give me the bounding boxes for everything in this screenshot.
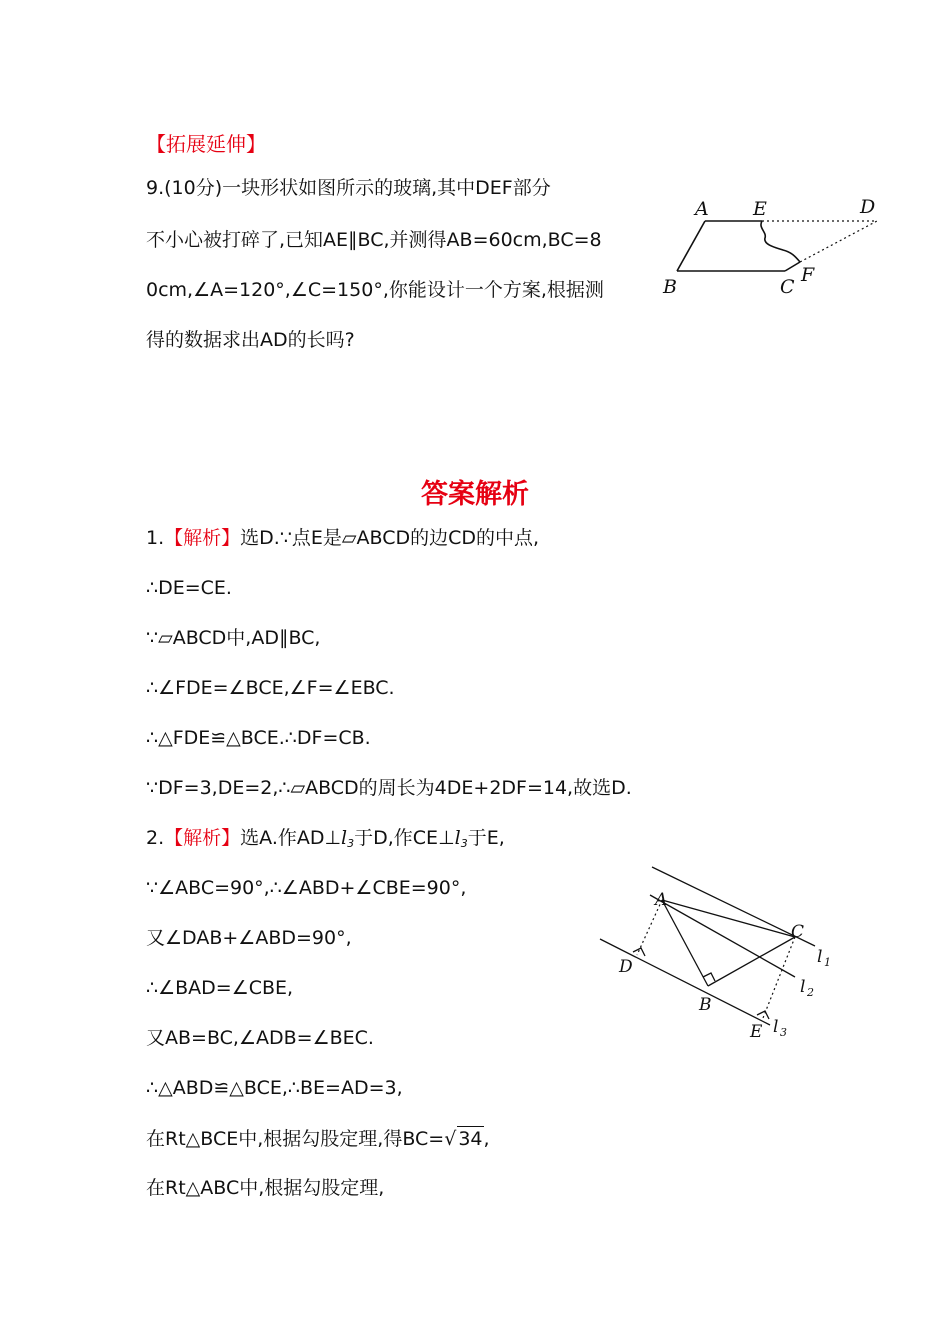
answer2-tag: 【解析】 <box>164 827 241 849</box>
segment-ab <box>677 221 705 271</box>
answer2-line-1 <box>146 826 505 856</box>
glass-figure <box>655 190 885 305</box>
segment-ac <box>662 900 795 937</box>
answer1-line-2: ∴DE=CE. <box>146 577 232 599</box>
answer2-line-8: 在Rt△ABC中,根据勾股定理, <box>146 1177 385 1199</box>
answer2-line-3: 又∠DAB+∠ABD=90°, <box>146 927 352 949</box>
label2-l1-sub: 1 <box>824 956 831 969</box>
broken-edge <box>761 221 800 262</box>
label2-b: B <box>699 995 712 1015</box>
line-l3-symbol-2: l <box>454 827 461 849</box>
label2-l3: l <box>773 1017 779 1037</box>
rt1-comma: , <box>483 1128 490 1150</box>
label2-d: D <box>619 957 633 977</box>
rt1-text: 在Rt△BCE中,根据勾股定理,得BC= <box>146 1128 445 1150</box>
answer2-number: 2. <box>146 827 165 849</box>
label-a: A <box>695 198 709 220</box>
label2-l2-sub: 2 <box>807 986 814 999</box>
line-l2 <box>650 895 795 977</box>
answer1-tag: 【解析】 <box>164 527 241 549</box>
answer2-line-5: 又AB=BC,∠ADB=∠BEC. <box>146 1027 374 1049</box>
label2-e: E <box>750 1022 763 1042</box>
answer1-text: 选D.∵点E是▱ABCD的边CD的中点, <box>240 527 540 549</box>
label-b: B <box>663 276 677 298</box>
answer2-line-4: ∴∠BAD=∠CBE, <box>146 977 294 999</box>
answer1-line-4: ∴∠FDE=∠BCE,∠F=∠EBC. <box>146 677 395 699</box>
dotted-fd <box>800 221 877 262</box>
sqrt-radicand: 34 <box>458 1128 483 1150</box>
label-e: E <box>753 198 767 220</box>
label-f: F <box>801 264 815 286</box>
label2-l2: l <box>800 977 806 997</box>
answer1-line-1 <box>146 526 539 550</box>
line-l3 <box>600 939 770 1025</box>
dotted-ce <box>763 937 795 1018</box>
line-l3-subscript: 3 <box>347 837 355 850</box>
label2-l1: l <box>817 947 823 967</box>
segment-cf <box>785 262 800 271</box>
problem-line-1: 9.(10分)一块形状如图所示的玻璃,其中DEF部分 <box>146 177 551 199</box>
answer2-mid: 于D,作CE⊥ <box>354 827 455 849</box>
label2-a: A <box>655 890 668 910</box>
label-d: D <box>860 196 876 218</box>
segment-ab <box>662 900 708 986</box>
problem-line-2: 不小心被打碎了,已知AE∥BC,并测得AB=60cm,BC=8 <box>146 229 602 251</box>
answer-title: 答案解析 <box>421 479 529 510</box>
answer1-number: 1. <box>146 527 165 549</box>
problem-line-3: 0cm,∠A=120°,∠C=150°,你能设计一个方案,根据测 <box>146 279 604 301</box>
section-tag: 【拓展延伸】 <box>146 132 266 156</box>
answer2-line-2: ∵∠ABC=90°,∴∠ABD+∠CBE=90°, <box>146 877 467 899</box>
answer1-line-5: ∴△FDE≌△BCE.∴DF=CB. <box>146 727 371 749</box>
label2-l3-sub: 3 <box>780 1026 787 1039</box>
sqrt-sign: √ <box>444 1128 457 1150</box>
answer2-post: 于E, <box>467 827 505 849</box>
label2-c: C <box>791 922 805 942</box>
problem-line-4: 得的数据求出AD的长吗? <box>146 329 355 351</box>
answer2-line-6: ∴△ABD≌△BCE,∴BE=AD=3, <box>146 1077 403 1099</box>
answer2-pre: 选A.作AD⊥ <box>240 827 342 849</box>
answer1-line-3: ∵▱ABCD中,AD∥BC, <box>146 627 321 649</box>
label-c: C <box>780 276 795 298</box>
line-l3-symbol: l <box>341 827 348 849</box>
answer2-line-7 <box>146 1126 490 1151</box>
answer1-line-6: ∵DF=3,DE=2,∴▱ABCD的周长为4DE+2DF=14,故选D. <box>146 777 632 799</box>
line-l3-subscript-2: 3 <box>460 837 468 850</box>
segment-bc <box>708 937 795 986</box>
parallel-lines-figure <box>595 862 845 1042</box>
